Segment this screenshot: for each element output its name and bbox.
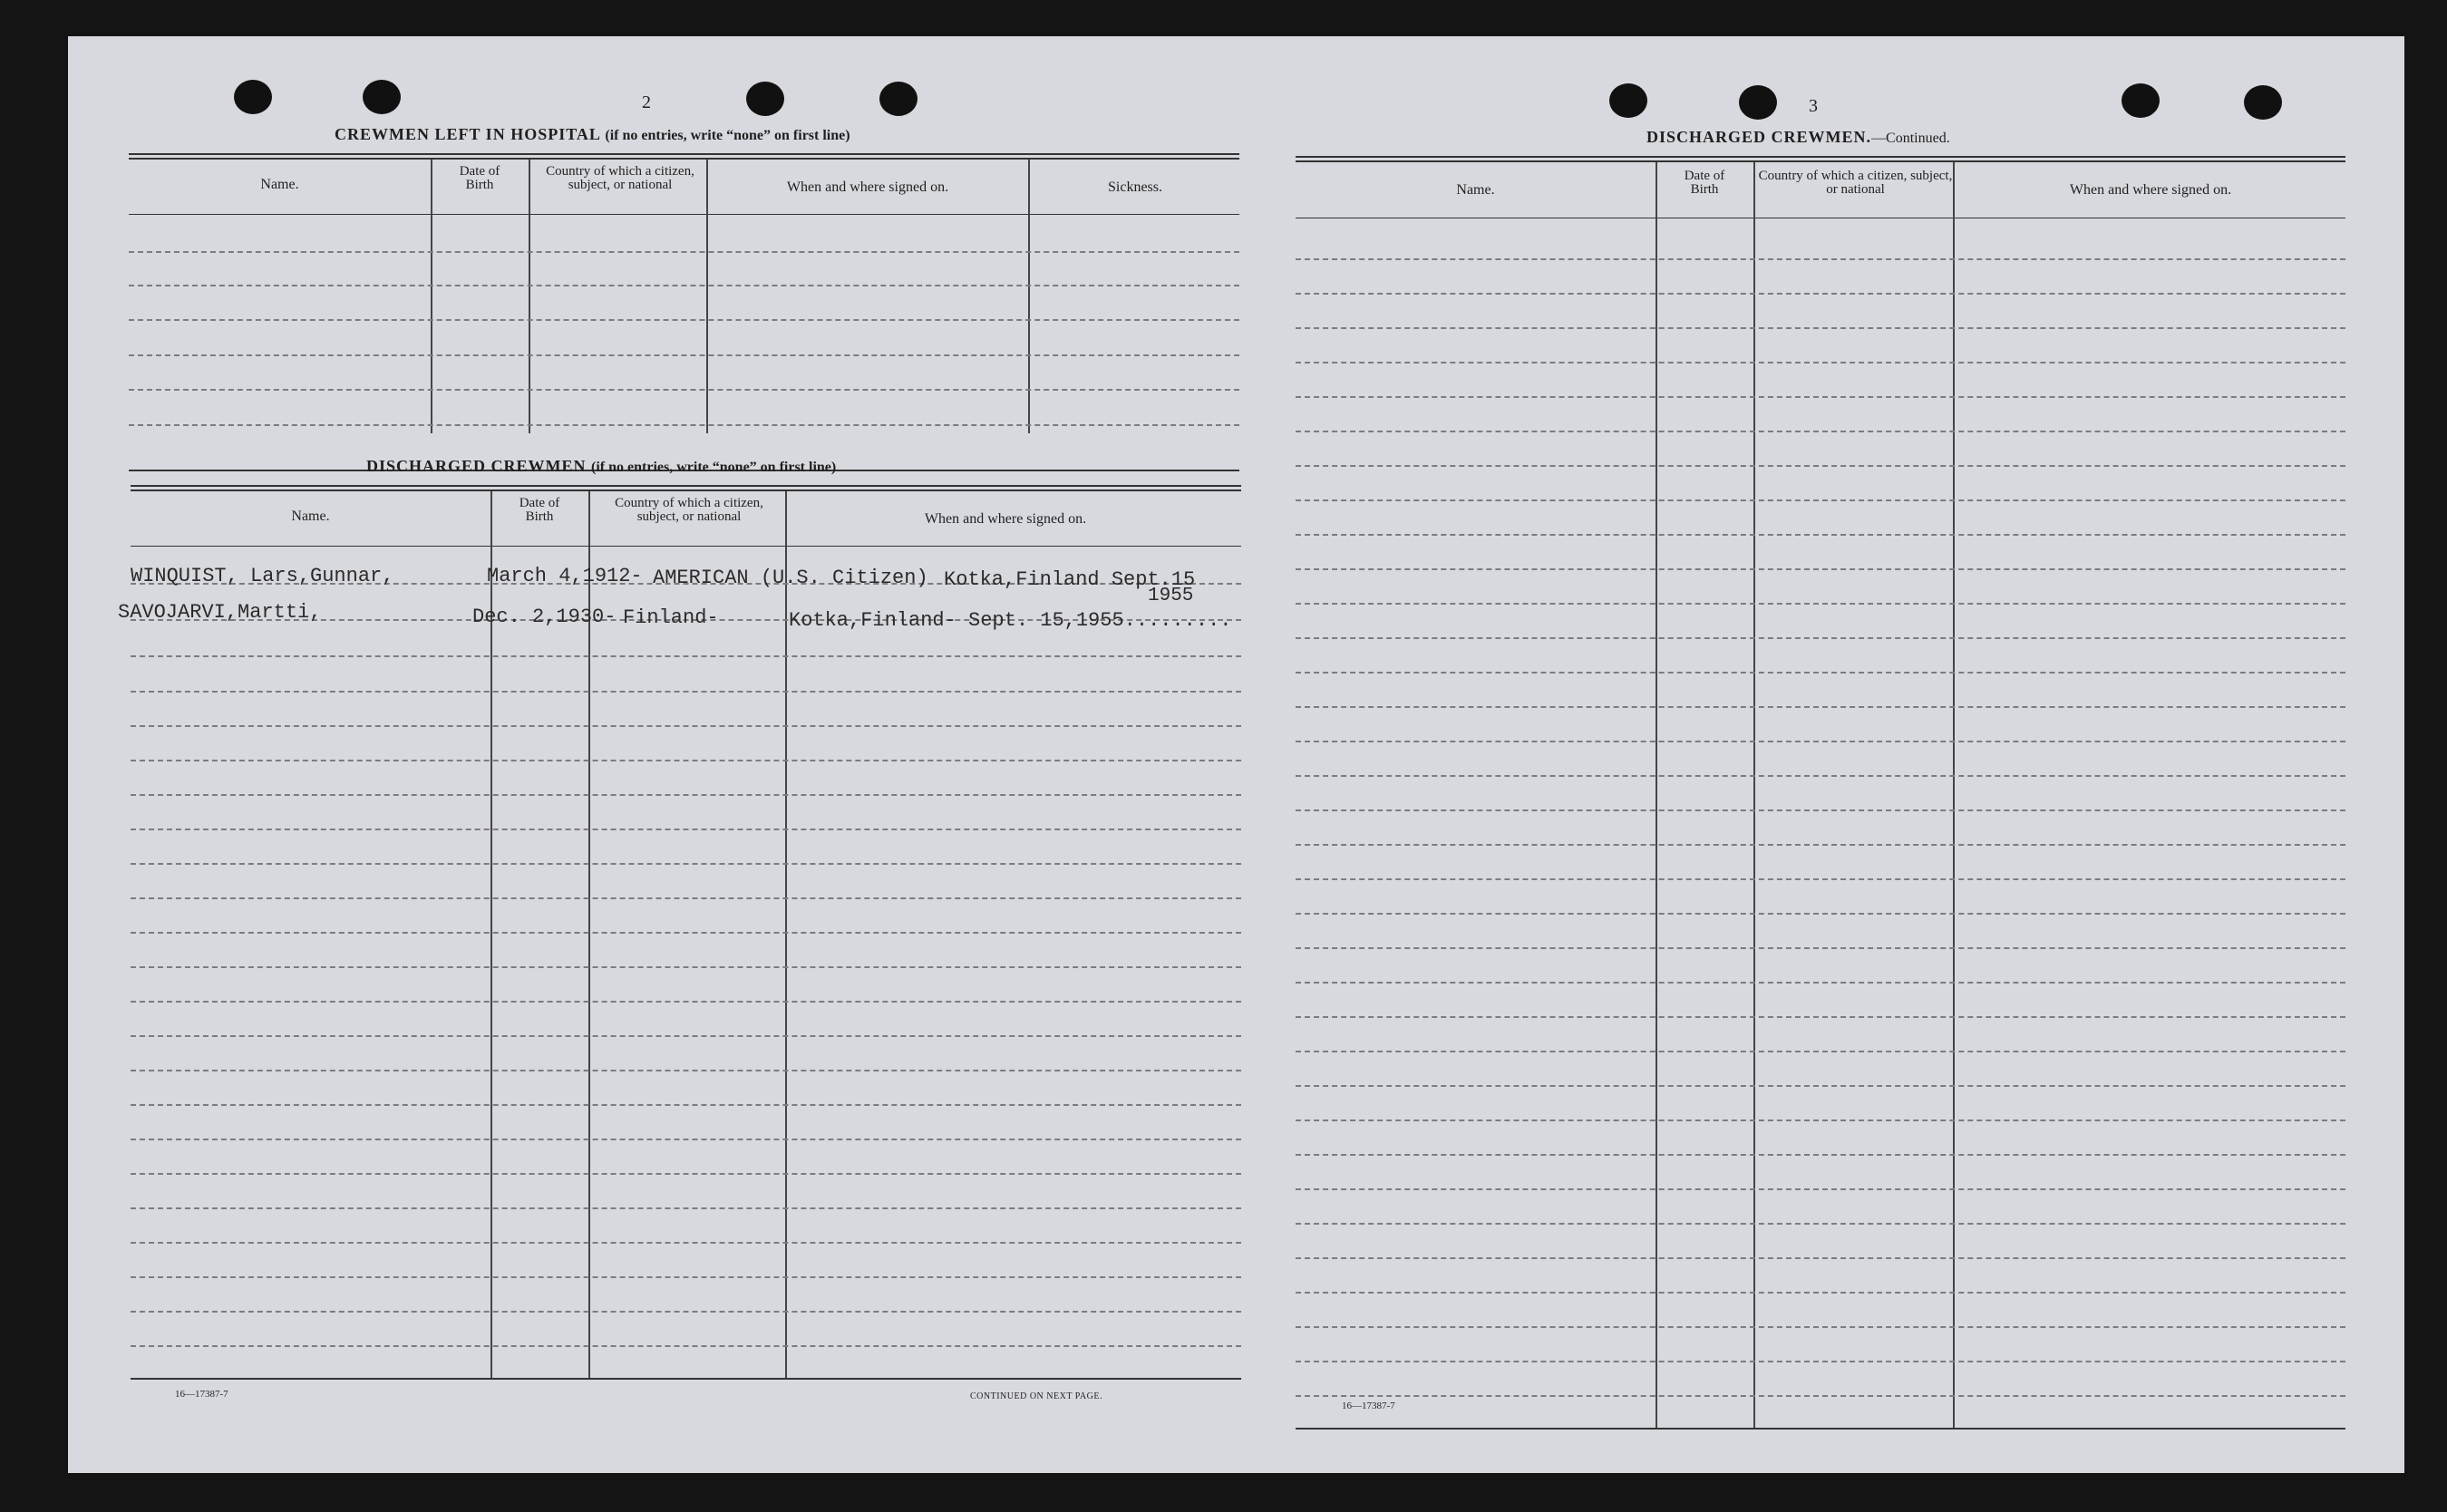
- hospital-col-sickness: Sickness.: [1108, 179, 1162, 195]
- punch-hole: [234, 80, 272, 114]
- hospital-section-title: [335, 125, 850, 144]
- right-col-country: Country of which a citizen, subject, or national: [1758, 169, 1953, 197]
- discharged-col-name: Name.: [291, 509, 330, 524]
- discharged-row-2-name: SAVOJARVI,Martti,: [118, 601, 322, 624]
- page-number-left: 2: [642, 92, 651, 112]
- discharged-row-1-signed-on: Kotka,Finland Sept.15: [944, 568, 1196, 591]
- discharged-note: (if no entries, write “none” on first line): [591, 460, 837, 475]
- punch-hole: [1609, 83, 1647, 118]
- right-col-signed-on: When and where signed on.: [2069, 182, 2232, 198]
- punch-hole: [2244, 85, 2282, 120]
- punch-hole: [2122, 83, 2160, 118]
- discharged-section-title: [366, 457, 836, 476]
- hospital-note: (if no entries, write “none” on first line): [605, 128, 850, 143]
- hospital-col-name: Name.: [260, 177, 299, 192]
- hospital-col-signed-on: When and where signed on.: [786, 179, 949, 195]
- hospital-col-dob: Date of Birth: [459, 164, 500, 192]
- right-title-suffix: —Continued.: [1871, 131, 1950, 146]
- discharged-col-dob: Date of Birth: [519, 496, 560, 524]
- page-number-right: 3: [1809, 96, 1818, 116]
- punch-hole: [363, 80, 401, 114]
- discharged-row-1-signed-on-year: 1955: [1148, 586, 1194, 606]
- discharged-title: DISCHARGED CREWMEN: [366, 457, 587, 475]
- hospital-col-country: Country of which a citizen, subject, or national: [546, 164, 694, 192]
- punch-hole: [1739, 85, 1777, 120]
- punch-hole: [879, 82, 918, 116]
- discharged-row-1-name: WINQUIST, Lars,Gunnar,: [131, 565, 394, 587]
- hospital-table: [129, 153, 1239, 471]
- right-col-name: Name.: [1456, 182, 1495, 198]
- discharged-col-signed-on: When and where signed on.: [924, 511, 1087, 527]
- discharged-row-2-country: Finland-: [623, 606, 719, 629]
- hospital-title: CREWMEN LEFT IN HOSPITAL: [335, 125, 600, 143]
- continued-note: CONTINUED ON NEXT PAGE.: [970, 1391, 1102, 1401]
- discharged-row-1-dob: March 4,1912-: [487, 565, 643, 587]
- document-sheet: [68, 36, 2404, 1473]
- discharged-continued-table: [1296, 156, 2345, 1432]
- form-number-right: 16—17387-7: [1342, 1401, 1395, 1411]
- right-col-dob: Date of Birth: [1684, 169, 1725, 197]
- discharged-row-2-signed-on: Kotka,Finland- Sept. 15,1955.........: [789, 609, 1232, 632]
- discharged-row-2-dob: Dec. 2,1930-: [472, 606, 617, 628]
- right-section-title: [1646, 128, 1950, 147]
- discharged-col-country: Country of which a citizen, subject, or national: [615, 496, 763, 524]
- punch-hole: [746, 82, 784, 116]
- right-title: DISCHARGED CREWMEN.: [1646, 128, 1872, 146]
- form-number-left: 16—17387-7: [175, 1389, 228, 1400]
- discharged-row-1-country: AMERICAN (U.S. Citizen): [653, 567, 928, 589]
